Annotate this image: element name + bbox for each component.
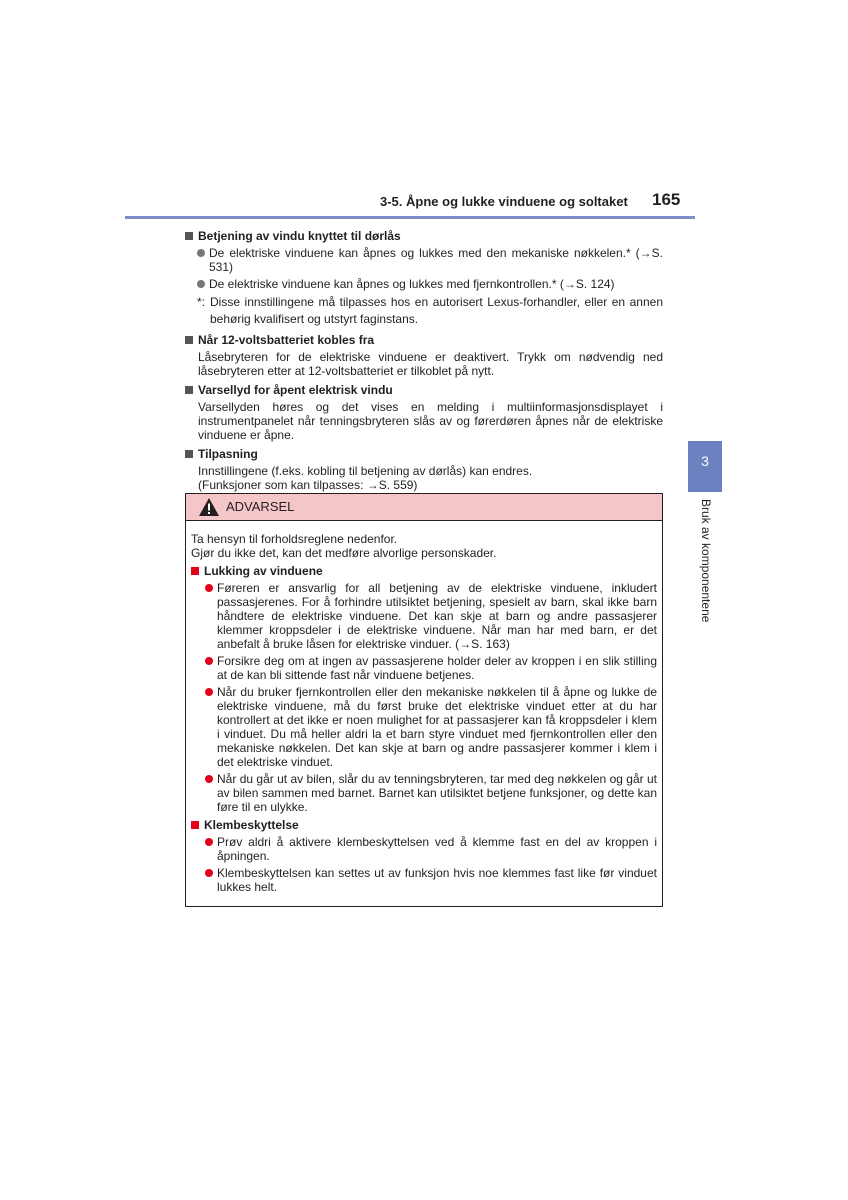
list-item-text: Når du bruker fjernkontrollen eller den mekaniske nøkkelen til å åpne og lukke de elektriske vinduene, må du først bruke det elektriske vinduet etter at du har kontrollert at det ikke er noen mulighet for at passasjerer kan få kroppsdeler i klem i vinduet. Du må heller aldri la et barn styre vinduet med fjernkontrollen eller den mekaniske nøkkelen. Det kan skje at barn og andre passasjerer kommer i klem i det elektriske vinduet. [217, 685, 657, 769]
red-bullet-icon [205, 657, 213, 665]
warning-intro-line: Ta hensyn til forholdsreglene nedenfor. [191, 532, 398, 546]
red-bullet-icon [205, 869, 213, 877]
square-bullet-icon [185, 450, 193, 458]
side-label [687, 499, 723, 634]
list-item-text: Prøv aldri å aktivere klembeskyttelsen ved å klemme fast en del av kroppen i åpningen. [217, 835, 657, 863]
round-bullet-icon [197, 249, 205, 257]
section-heading [185, 333, 663, 347]
list-item [191, 866, 657, 894]
square-bullet-icon [185, 232, 193, 240]
warning-header [186, 494, 662, 521]
section-heading-text: Varsellyd for åpent elektrisk vindu [198, 383, 393, 397]
section-heading-text: Tilpasning [198, 447, 258, 461]
section-heading [185, 229, 663, 243]
section-body [185, 464, 663, 492]
warning-intro [191, 532, 657, 560]
red-bullet-icon [205, 688, 213, 696]
warning-group-heading [191, 564, 657, 578]
section-body: Låsebryteren for de elektriske vinduene er deaktivert. Trykk om nødvendig ned låsebryteren etter at 12-voltsbatteriet er tilkoblet på nytt. [198, 350, 663, 378]
footnote-mark: *: [197, 295, 206, 309]
warning-title: ADVARSEL [226, 499, 295, 514]
section-heading [185, 447, 663, 461]
warning-group-heading [191, 818, 657, 832]
red-square-bullet-icon [191, 567, 199, 575]
warning-intro-line: Gjør du ikke det, kan det medføre alvorlige personskader. [191, 546, 497, 560]
list-item [185, 277, 663, 291]
section-body-line: Innstillingene (f.eks. kobling til betjening av dørlås) kan endres. [198, 464, 533, 478]
warning-group-title: Lukking av vinduene [204, 564, 323, 578]
list-item-text: Forsikre deg om at ingen av passasjerene holder deler av kroppen i en slik stilling at de kan bli sittende fast når vinduene betjenes. [217, 654, 657, 682]
main-content [185, 224, 663, 492]
round-bullet-icon [197, 280, 205, 288]
warning-body [186, 521, 662, 894]
header-rule [125, 216, 695, 219]
square-bullet-icon [185, 386, 193, 394]
list-item-text: Klembeskyttelsen kan settes ut av funksjon hvis noe klemmes fast like før vinduet lukkes helt. [217, 866, 657, 894]
square-bullet-icon [185, 336, 193, 344]
warning-box [185, 493, 663, 907]
section-body: Varsellyden høres og det vises en melding i multiinformasjonsdisplayet i instrumentpanelet når tenningsbryteren slås av og førerdøren åpnes når de elektriske vinduene er åpne. [198, 400, 663, 442]
red-bullet-icon [205, 838, 213, 846]
section-title: 3-5. Åpne og lukke vinduene og soltaket [380, 194, 628, 209]
chapter-tab [688, 441, 722, 492]
list-item-text: De elektriske vinduene kan åpnes og lukkes med den mekaniske nøkkelen.* (→S. 531) [209, 246, 663, 274]
list-item [185, 246, 663, 274]
section-heading-text: Betjening av vindu knyttet til dørlås [198, 229, 401, 243]
side-label-text: Bruk av komponentene [699, 499, 713, 623]
list-item [191, 835, 657, 863]
list-item-text: Når du går ut av bilen, slår du av tenningsbryteren, tar med deg nøkkelen og går ut av bilen sammen med barnet. Barnet kan utilsiktet betjene funksjoner, og dette kan føre til en ulykke. [217, 772, 657, 814]
page-number: 165 [652, 190, 681, 209]
list-item [191, 772, 657, 814]
list-item-text: Føreren er ansvarlig for all betjening av de elektriske vinduene, inkludert passasjerenes. For å forhindre utilsiktet betjening, spesielt av barn, skal ikke barn håndtere de elektriske vinduene. Det kan skje at barn og andre passasjerer klemmer kroppsdeler i de elektriske vinduene. Når man har med barn, er det anbefalt å bruke låsen for elektriske vinduer. (→S. 163) [217, 581, 657, 651]
list-item [191, 685, 657, 769]
red-square-bullet-icon [191, 821, 199, 829]
footnote [185, 294, 663, 328]
list-item [191, 581, 657, 651]
red-bullet-icon [205, 584, 213, 592]
list-item [191, 654, 657, 682]
footnote-text: Disse innstillingene må tilpasses hos en autorisert Lexus-forhandler, eller en annen behørig kvalifisert og utstyrt faginstans. [210, 295, 663, 326]
section-heading [185, 383, 663, 397]
section-heading-text: Når 12-voltsbatteriet kobles fra [198, 333, 375, 347]
warning-group-title: Klembeskyttelse [204, 818, 299, 832]
warning-triangle-icon [198, 497, 220, 517]
list-item-text: De elektriske vinduene kan åpnes og lukkes med fjernkontrollen.* (→S. 124) [209, 277, 615, 291]
red-bullet-icon [205, 775, 213, 783]
chapter-number: 3 [701, 453, 709, 469]
section-body-line: (Funksjoner som kan tilpasses: →S. 559) [198, 478, 418, 492]
